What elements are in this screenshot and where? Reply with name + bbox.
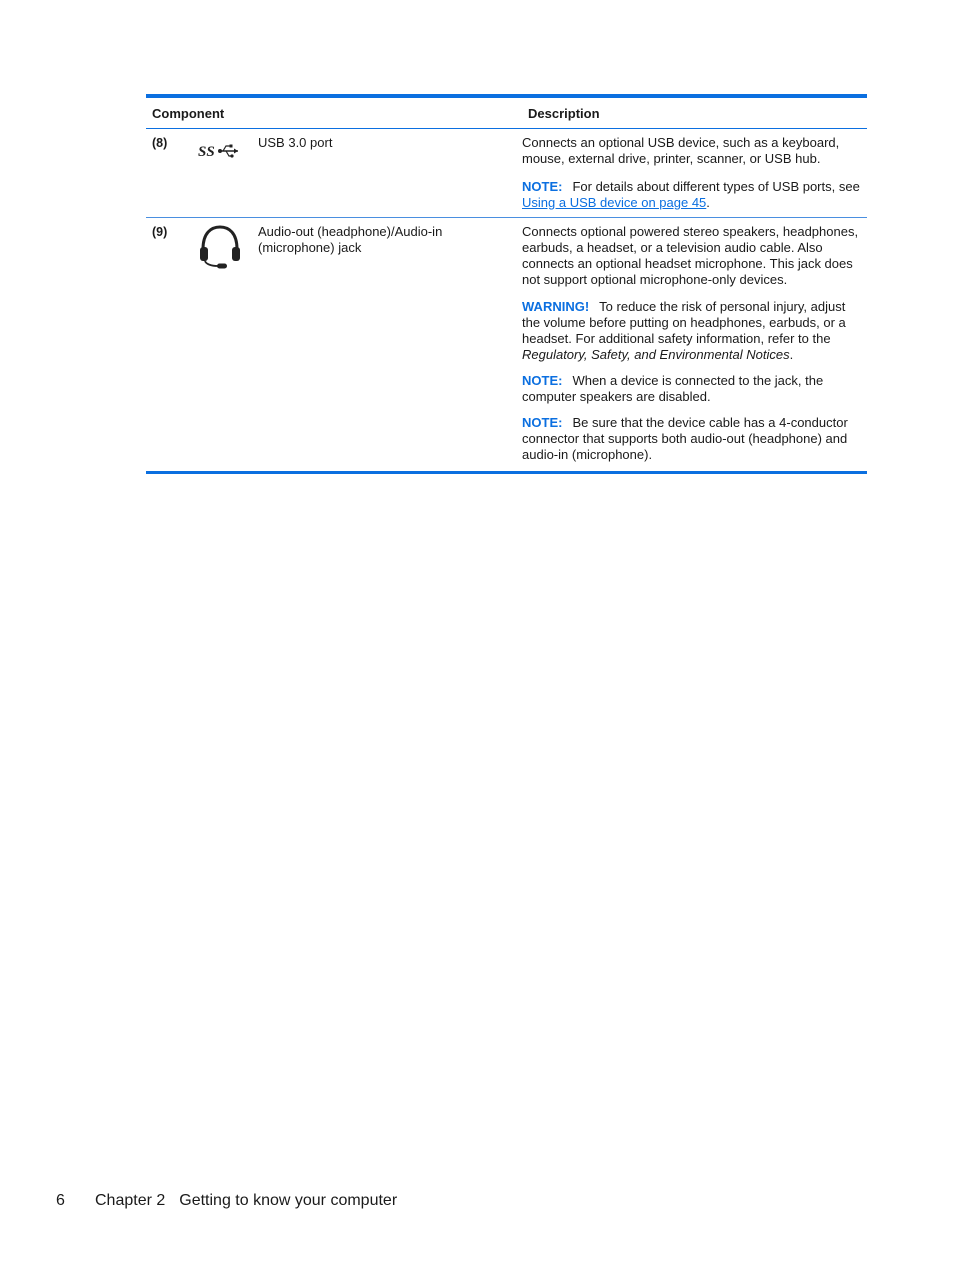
warning — [522, 299, 861, 363]
note — [522, 373, 861, 405]
header-component: Component — [152, 105, 225, 121]
note-end: . — [706, 195, 710, 210]
component-name: USB 3.0 port — [258, 135, 333, 150]
note-text: When a device is connected to the jack, the computer speakers are disabled. — [522, 373, 824, 404]
table-row — [146, 129, 867, 217]
svg-text:SS: SS — [198, 144, 215, 159]
note — [522, 179, 861, 211]
warning-text: To reduce the risk of personal injury, adjust the volume before putting on headphones, earbuds, or a headset. For additional safety information, refer to the — [522, 299, 846, 346]
table-row — [146, 217, 867, 471]
component-description — [516, 129, 867, 217]
component-name: Audio-out (headphone)/Audio-in (microphone) jack — [258, 224, 443, 255]
row-number: (8) — [152, 136, 168, 150]
page-number: 6 — [56, 1192, 65, 1209]
usb-device-link[interactable]: Using a USB device on page 45 — [522, 195, 707, 210]
regulatory-notices-title: Regulatory, Safety, and Environmental Notices — [522, 347, 790, 362]
note — [522, 415, 861, 463]
chapter-label: Chapter 2 — [95, 1192, 166, 1209]
note-label: NOTE: — [522, 373, 563, 388]
note-text: Be sure that the device cable has a 4-conductor connector that supports both audio-out (headphone) and audio-in (microphone). — [522, 415, 848, 462]
usb-superspeed-icon — [198, 129, 258, 217]
component-description — [516, 218, 867, 471]
note-label: NOTE: — [522, 179, 563, 194]
table-header — [146, 98, 867, 129]
warning-end: . — [789, 347, 794, 362]
row-number: (9) — [152, 225, 168, 239]
header-description: Description — [528, 105, 600, 121]
warning-label: WARNING! — [522, 299, 590, 314]
page-footer — [56, 1192, 397, 1210]
note-label: NOTE: — [522, 415, 563, 430]
description-text: Connects an optional USB device, such as a keyboard, mouse, external drive, printer, scanner, or USB hub. — [522, 135, 840, 166]
headset-icon — [198, 218, 258, 471]
components-table — [146, 94, 867, 474]
description-text: Connects optional powered stereo speakers, headphones, earbuds, a headset, or a television audio cable. Also connects an optional headset microphone. This jack does not support optional microphone-only devices. — [522, 224, 859, 287]
note-text: For details about different types of USB ports, see — [572, 179, 860, 194]
chapter-title: Getting to know your computer — [179, 1192, 398, 1209]
